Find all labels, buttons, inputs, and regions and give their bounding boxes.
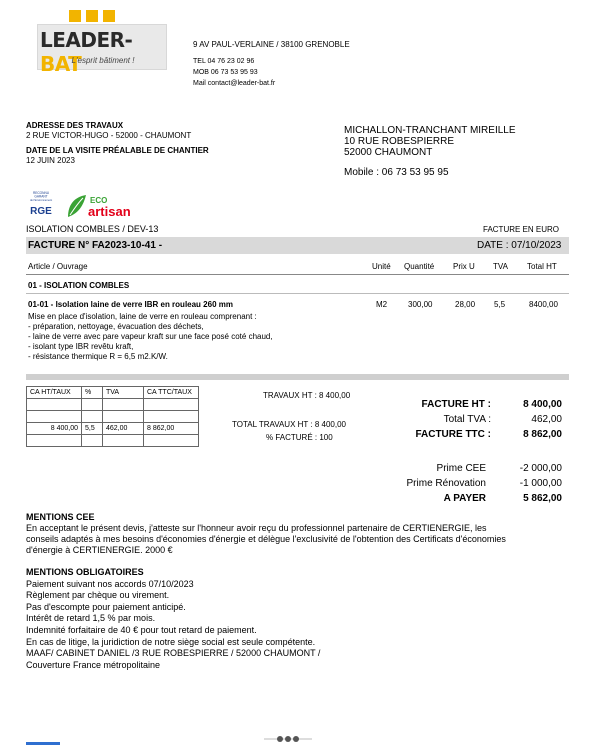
- col-qty: Quantité: [404, 262, 435, 271]
- logo-squares: [69, 10, 129, 24]
- desc-line: Mise en place d'isolation, laine de verre en rouleau comprenant :: [28, 312, 257, 321]
- works-address-value: 2 RUE VICTOR-HUGO - 52000 - CHAUMONT: [26, 131, 192, 140]
- vat-header-cell: TVA: [103, 387, 144, 399]
- company-address: 9 AV PAUL-VERLAINE / 38100 GRENOBLE: [193, 40, 350, 49]
- subject: ISOLATION COMBLES / DEV-13: [26, 224, 159, 234]
- client-name: MICHALLON-TRANCHANT MIREILLE: [344, 125, 516, 136]
- more-options-icon[interactable]: [264, 733, 312, 745]
- travaux-ht: TRAVAUX HT : 8 400,00: [263, 391, 351, 400]
- mentions-oblig-line: Couverture France métropolitaine: [26, 659, 161, 670]
- vat-header-cell: CA HT/TAUX: [27, 387, 82, 399]
- vat-cell: 462,00: [103, 423, 144, 435]
- logo-tagline: L'esprit bâtiment !: [71, 56, 135, 65]
- mentions-oblig-line: Intérêt de retard 1,5 % par mois.: [26, 613, 156, 624]
- line-item-tva: 5,5: [494, 300, 506, 309]
- vat-cell: 8 862,00: [144, 423, 199, 435]
- mentions-oblig-line: Indemnité forfaitaire de 40 € pour tout retard de paiement.: [26, 624, 257, 635]
- invoice-date: DATE : 07/10/2023: [477, 240, 562, 251]
- amount-due-value: 5 862,00: [523, 493, 562, 504]
- desc-line: - résistance thermique R = 6,5 m2.K/W.: [28, 352, 168, 361]
- invoice-number: FACTURE N° FA2023-10-41 -: [28, 240, 163, 251]
- prime-cee-label: Prime CEE: [436, 463, 486, 474]
- line-item-price: 28,00: [455, 300, 476, 309]
- amount-due-label: A PAYER: [443, 493, 486, 504]
- line-item-unit: M2: [376, 300, 388, 309]
- works-address-label: ADRESSE DES TRAVAUX: [26, 121, 124, 130]
- section-title: 01 - ISOLATION COMBLES: [28, 281, 130, 290]
- mentions-oblig-line: Paiement suivant nos accords 07/10/2023: [26, 578, 194, 589]
- page-indicator-bar: [26, 742, 60, 745]
- vat-table-row: [27, 423, 199, 435]
- desc-line: - laine de verre avec pare vapeur kraft sur une face posé coté chaud,: [28, 332, 273, 341]
- svg-text:ECO: ECO: [90, 196, 108, 205]
- mentions-cee-line: En acceptant le présent devis, j'atteste sur l'honneur avoir reçu du professionnel partenaire de CERTIENERGIE, les: [26, 523, 487, 533]
- svg-text:RECONNU: RECONNU: [32, 191, 50, 195]
- line-item-title: 01-01 - Isolation laine de verre IBR en rouleau 260 mm: [28, 300, 233, 309]
- company-tel: TEL 04 76 23 02 96: [193, 58, 255, 65]
- col-article: Article / Ouvrage: [28, 262, 88, 271]
- mentions-cee-line: d'énergie à CERTIENERGIE. 2000 €: [26, 545, 173, 555]
- company-details: [193, 39, 350, 89]
- svg-text:GARANT: GARANT: [34, 194, 48, 199]
- totals-divider-bar: [26, 374, 569, 380]
- currency-note: FACTURE EN EURO: [483, 225, 560, 234]
- mentions-obligatoires: [26, 567, 320, 671]
- vat-table-row: [27, 411, 199, 423]
- col-tva: TVA: [493, 262, 508, 271]
- prime-renovation-value: -1 000,00: [519, 478, 562, 489]
- company-mob: MOB 06 73 53 95 93: [193, 69, 258, 76]
- client-mobile: Mobile : 06 73 53 95 95: [344, 167, 449, 178]
- eco-artisan-badge: [66, 193, 140, 219]
- eco-artisan-logo-icon: [66, 193, 140, 219]
- logo-wordmark: LEADER-BAT: [40, 28, 133, 76]
- mentions-cee-title: MENTIONS CEE: [26, 512, 95, 522]
- visit-date-label: DATE DE LA VISITE PRÉALABLE DE CHANTIER: [26, 146, 209, 155]
- table-header-divider: [26, 274, 569, 275]
- company-mail: Mail contact@leader-bat.fr: [193, 80, 276, 87]
- mentions-oblig-title: MENTIONS OBLIGATOIRES: [26, 567, 144, 577]
- client-street: 10 RUE ROBESPIERRE: [344, 136, 455, 147]
- invoice-ht-value: 8 400,00: [523, 399, 562, 410]
- line-item-description: [28, 312, 273, 362]
- visit-date-value: 12 JUIN 2023: [26, 156, 75, 165]
- total-tva-value: 462,00: [531, 414, 562, 425]
- company-logo: [37, 24, 167, 76]
- svg-text:artisan: artisan: [88, 204, 131, 219]
- client-block: [344, 125, 516, 178]
- vat-cell: 8 400,00: [27, 423, 82, 435]
- desc-line: - préparation, nettoyage, évacuation des déchets,: [28, 322, 204, 331]
- mentions-oblig-line: Pas d'escompte pour paiement anticipé.: [26, 601, 186, 612]
- vat-cell: 5,5: [82, 423, 103, 435]
- client-city: 52000 CHAUMONT: [344, 147, 433, 158]
- prime-renovation-label: Prime Rénovation: [406, 478, 486, 489]
- vat-table-header-row: [27, 387, 199, 399]
- col-unit: Unité: [372, 262, 391, 271]
- rge-logo-icon: [28, 190, 54, 218]
- total-tva-label: Total TVA :: [443, 414, 491, 425]
- desc-line: - isolant type IBR revêtu kraft,: [28, 342, 134, 351]
- invoice-ttc-label: FACTURE TTC :: [415, 429, 491, 440]
- mentions-oblig-line: Règlement par chèque ou virement.: [26, 590, 170, 601]
- mentions-oblig-line: En cas de litige, la juridiction de notre siège social est seule compétente.: [26, 636, 316, 647]
- section-divider: [26, 293, 569, 294]
- invoice-ttc-value: 8 862,00: [523, 429, 562, 440]
- invoice-ht-label: FACTURE HT :: [421, 399, 491, 410]
- line-item-total: 8400,00: [529, 300, 558, 309]
- ellipsis-icon: [264, 733, 312, 745]
- percent-invoiced: % FACTURÉ : 100: [266, 433, 333, 442]
- rge-badge: [28, 190, 54, 218]
- vat-header-cell: CA TTC/TAUX: [144, 387, 199, 399]
- mentions-oblig-line: MAAF/ CABINET DANIEL /3 RUE ROBESPIERRE / 52000 CHAUMONT /: [26, 648, 321, 659]
- svg-text:RGE: RGE: [30, 206, 52, 217]
- svg-text:de l'Environnement: de l'Environnement: [29, 199, 53, 202]
- prime-cee-value: -2 000,00: [519, 463, 562, 474]
- vat-table-row: [27, 399, 199, 411]
- vat-table-row: [27, 435, 199, 447]
- mentions-cee-line: conseils adaptés à mes besoins d'économies d'énergie et délègue l'exclusivité de l'obtention des Certificats d'économies: [26, 534, 506, 544]
- line-item-qty: 300,00: [408, 300, 433, 309]
- total-travaux-ht: TOTAL TRAVAUX HT : 8 400,00: [232, 420, 346, 429]
- vat-header-cell: %: [82, 387, 103, 399]
- vat-table: [26, 386, 199, 447]
- mentions-cee: [26, 512, 506, 556]
- col-price: Prix U: [453, 262, 475, 271]
- works-block: [26, 121, 209, 166]
- col-total: Total HT: [527, 262, 557, 271]
